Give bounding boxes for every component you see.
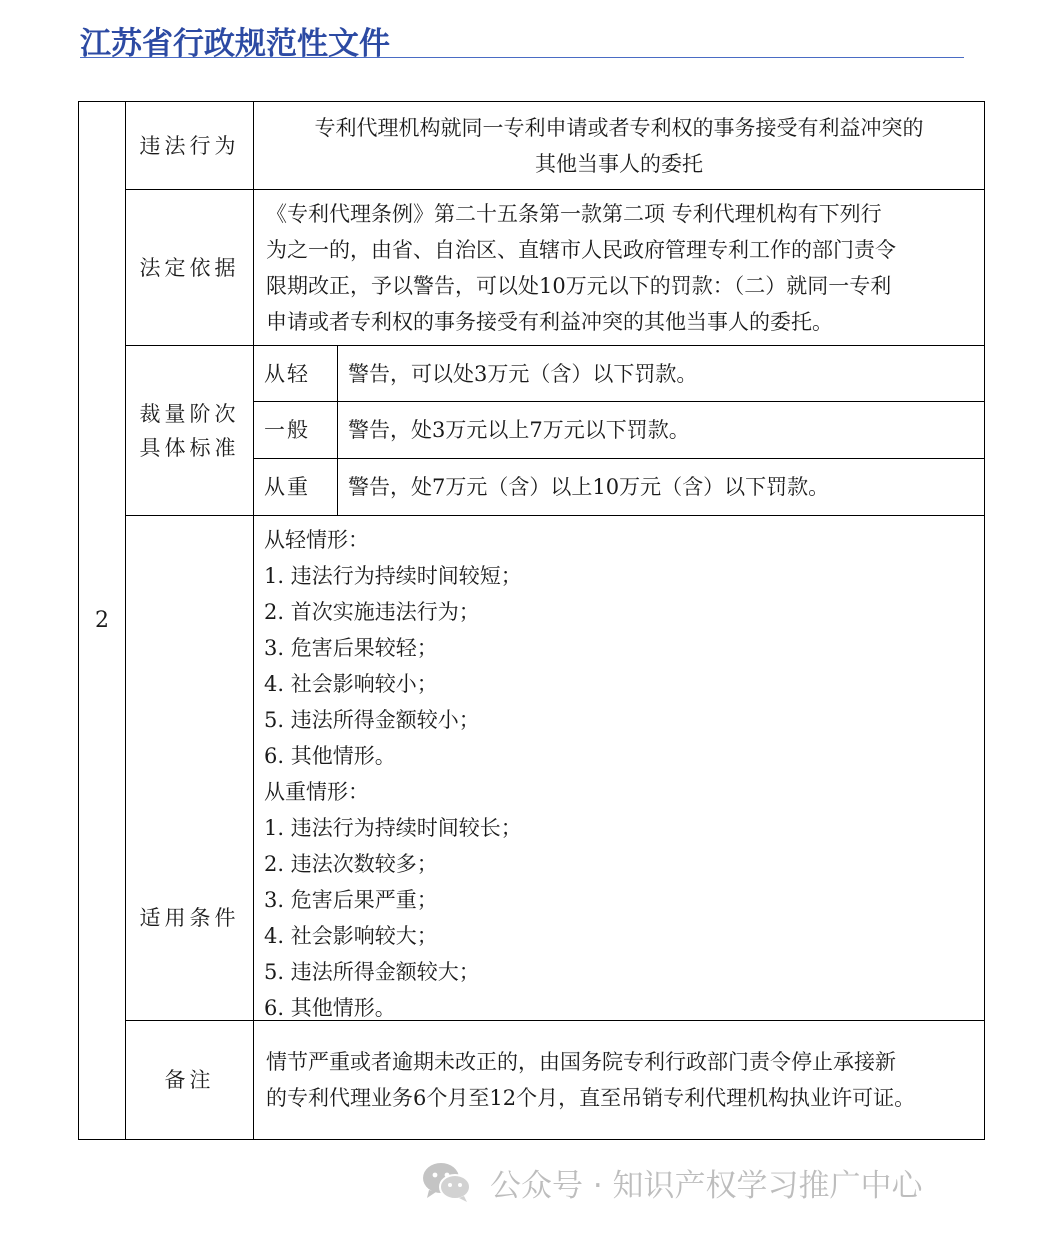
violation-content-cell <box>253 101 985 190</box>
condition-line: 4. 社会影响较小； <box>264 672 438 696</box>
legal-basis-label-cell <box>125 189 254 346</box>
discretion-level-general <box>253 401 338 459</box>
condition-line: 2. 违法次数较多； <box>264 852 438 876</box>
remarks-line: 的专利代理业务6个月至12个月，直至吊销专利代理机构执业许可证。 <box>266 1086 916 1110</box>
discretion-level-label: 从轻 <box>264 361 310 386</box>
conditions-label-cell <box>125 515 254 1021</box>
discretion-level-light <box>253 345 338 402</box>
row-number-cell <box>78 101 126 1140</box>
discretion-label-line: 具体标准 <box>139 435 240 460</box>
row-number: 2 <box>95 607 109 633</box>
condition-line: 2. 首次实施违法行为； <box>264 600 480 624</box>
remarks-content-cell <box>253 1020 985 1140</box>
watermark-text: 公众号 · 知识产权学习推广中心 <box>490 1167 923 1204</box>
condition-line: 5. 违法所得金额较小； <box>264 708 480 732</box>
violation-line: 其他当事人的委托 <box>535 151 703 176</box>
discretion-text-heavy <box>337 458 985 516</box>
discretion-level-label: 一般 <box>264 418 310 442</box>
legal-basis-line: 《专利代理条例》第二十五条第一款第二项 专利代理机构有下列行 <box>266 201 882 226</box>
remarks-label: 备注 <box>164 1068 215 1092</box>
discretion-level-text: 警告，处7万元（含）以上10万元（含）以下罚款。 <box>348 475 830 499</box>
violation-label-cell <box>125 101 254 190</box>
penalty-table <box>78 101 985 1140</box>
legal-basis-line: 为之一的，由省、自治区、直辖市人民政府管理专利工作的部门责令 <box>266 237 896 262</box>
discretion-level-label: 从重 <box>264 475 310 499</box>
violation-line: 专利代理机构就同一专利申请或者专利权的事务接受有利益冲突的 <box>314 115 924 140</box>
legal-basis-label: 法定依据 <box>139 255 240 280</box>
remarks-label-cell <box>125 1020 254 1140</box>
discretion-label-line: 裁量阶次 <box>139 401 240 426</box>
discretion-level-text: 警告，处3万元以上7万元以下罚款。 <box>348 418 690 442</box>
legal-basis-content-cell <box>253 189 985 346</box>
document-header-title: 江苏省行政规范性文件 <box>80 26 390 62</box>
discretion-label-cell <box>125 345 254 516</box>
discretion-level-text: 警告，可以处3万元（含）以下罚款。 <box>348 361 698 386</box>
violation-label: 违法行为 <box>139 133 240 158</box>
watermark <box>420 1160 923 1204</box>
discretion-text-general <box>337 401 985 459</box>
discretion-level-heavy <box>253 458 338 516</box>
condition-line: 6. 其他情形。 <box>264 744 396 768</box>
condition-line: 5. 违法所得金额较大； <box>264 960 480 984</box>
wechat-icon <box>420 1160 474 1204</box>
condition-line: 1. 违法行为持续时间较短； <box>264 564 522 588</box>
condition-line: 3. 危害后果严重； <box>264 888 438 912</box>
condition-line: 从轻情形： <box>264 528 369 552</box>
condition-line: 4. 社会影响较大； <box>264 924 438 948</box>
condition-line: 6. 其他情形。 <box>264 996 396 1020</box>
legal-basis-line: 申请或者专利权的事务接受有利益冲突的其他当事人的委托。 <box>266 309 833 334</box>
condition-line: 3. 危害后果较轻； <box>264 636 438 660</box>
conditions-content-cell <box>253 515 985 1021</box>
conditions-label: 适用条件 <box>139 906 240 930</box>
condition-line: 1. 违法行为持续时间较长； <box>264 816 522 840</box>
condition-line: 从重情形： <box>264 780 369 804</box>
discretion-text-light <box>337 345 985 402</box>
legal-basis-line: 限期改正，予以警告，可以处10万元以下的罚款：（二）就同一专利 <box>266 273 892 298</box>
header-rule <box>80 57 964 58</box>
remarks-line: 情节严重或者逾期未改正的，由国务院专利行政部门责令停止承接新 <box>266 1050 896 1074</box>
